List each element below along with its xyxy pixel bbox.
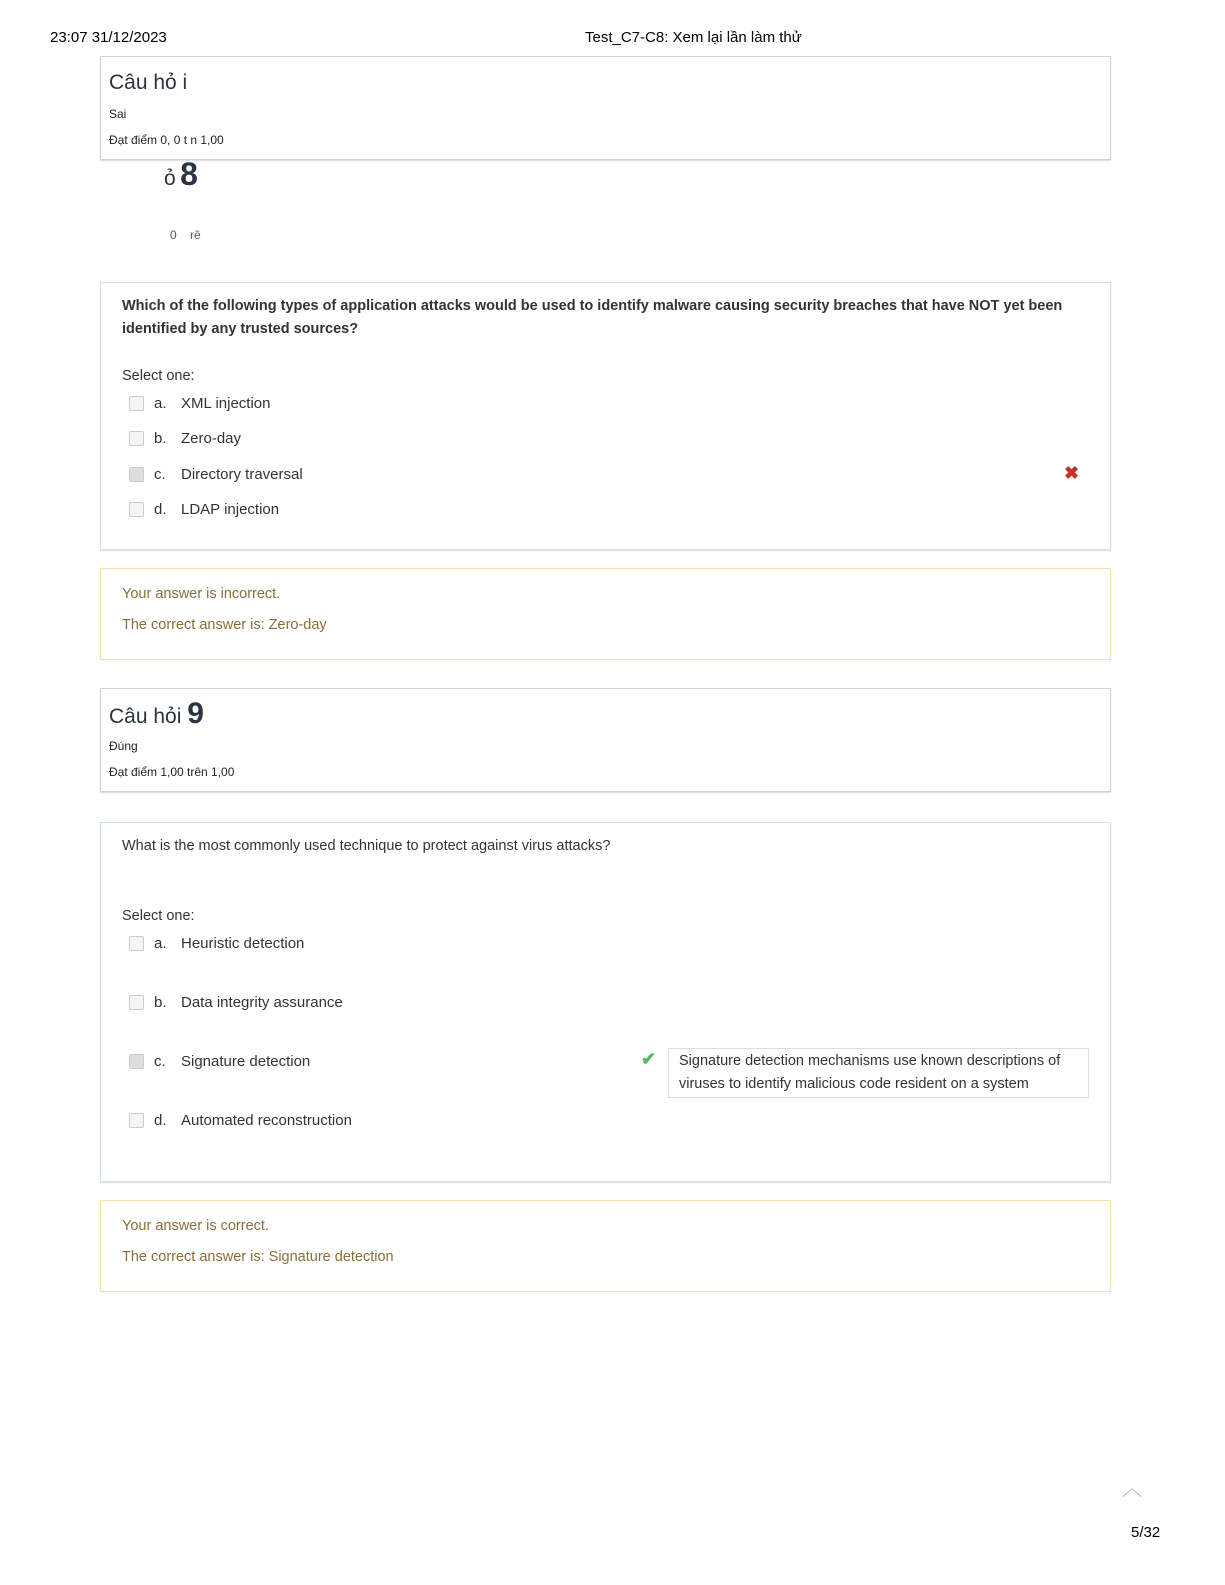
question-9-info	[100, 688, 1111, 792]
option-c[interactable]: c. Signature detection	[129, 1053, 310, 1070]
question-9-content	[100, 822, 1111, 1182]
question-8-info	[100, 56, 1111, 160]
question-status: Đúng	[109, 739, 138, 753]
radio[interactable]	[129, 1113, 144, 1128]
question-8-number-overflow: ỏ 8	[164, 156, 198, 192]
radio[interactable]	[129, 995, 144, 1010]
page-number: 5/32	[1131, 1524, 1161, 1541]
radio[interactable]	[129, 431, 144, 446]
option-a[interactable]: a. Heuristic detection	[129, 935, 304, 952]
grade-overflow: 0 rê	[170, 228, 201, 242]
option-d[interactable]: d. Automated reconstruction	[129, 1112, 352, 1129]
radio[interactable]	[129, 936, 144, 951]
scroll-to-top-icon[interactable]: ︿	[1122, 1478, 1142, 1500]
print-title: Test_C7-C8: Xem lại lần làm thử	[585, 29, 802, 46]
correct-answer: The correct answer is: Zero-day	[122, 617, 327, 633]
feedback-text: Your answer is incorrect.	[122, 586, 281, 602]
radio[interactable]	[129, 502, 144, 517]
radio-selected[interactable]	[129, 467, 144, 482]
question-grade: Đạt điểm 1,00 trên 1,00	[109, 765, 235, 779]
option-a[interactable]: a. XML injection	[129, 395, 271, 412]
incorrect-icon: ✖	[1064, 463, 1080, 483]
correct-answer: The correct answer is: Signature detection	[122, 1249, 394, 1265]
question-title: Câu hỏ i	[109, 71, 188, 94]
option-b[interactable]: b. Data integrity assurance	[129, 994, 343, 1011]
correct-check-icon: ✔	[641, 1049, 657, 1069]
question-8-feedback	[100, 568, 1111, 660]
radio-selected[interactable]	[129, 1054, 144, 1069]
specific-feedback: Signature detection mechanisms use known descriptions of viruses to identify malicious code resident on a system	[668, 1048, 1089, 1098]
question-9-feedback	[100, 1200, 1111, 1292]
feedback-text: Your answer is correct.	[122, 1218, 269, 1234]
select-prompt: Select one:	[122, 908, 195, 924]
question-8-content	[100, 282, 1111, 550]
question-grade: Đạt điểm 0, 0 t n 1,00	[109, 133, 224, 147]
select-prompt: Select one:	[122, 368, 195, 384]
option-c[interactable]: c. Directory traversal	[129, 466, 303, 483]
option-b[interactable]: b. Zero-day	[129, 430, 241, 447]
print-datetime: 23:07 31/12/2023	[50, 29, 167, 46]
radio[interactable]	[129, 396, 144, 411]
option-d[interactable]: d. LDAP injection	[129, 501, 279, 518]
question-text: Which of the following types of application attacks would be used to identify malware causing security breaches that have NOT yet been identified by any trusted sources?	[122, 298, 1063, 337]
question-status: Sai	[109, 107, 127, 121]
question-title: Câu hỏi 9	[109, 697, 204, 730]
question-text: What is the most commonly used technique to protect against virus attacks?	[122, 838, 611, 854]
